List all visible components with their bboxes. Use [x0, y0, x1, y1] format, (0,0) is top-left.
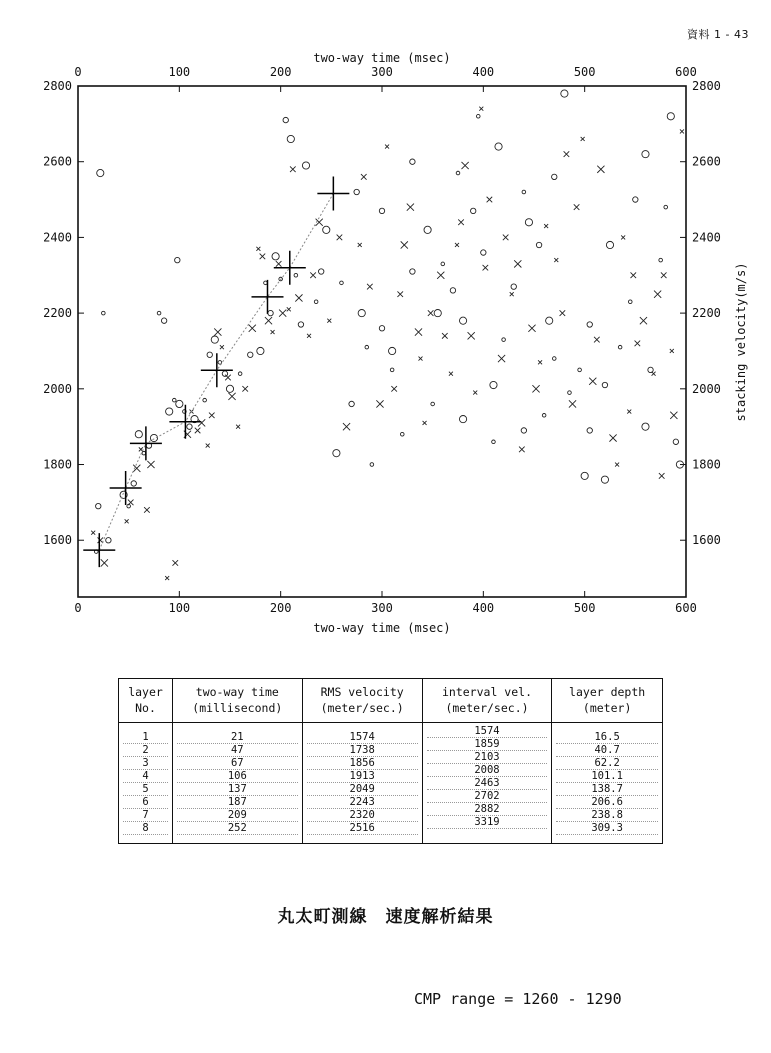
cross-point	[635, 341, 641, 347]
cross-point	[661, 272, 667, 278]
cross-point	[307, 334, 311, 338]
table-row	[119, 809, 663, 822]
cross-point	[609, 434, 616, 441]
cell-depth: 101.1	[552, 770, 663, 783]
cell-depth: 309.3	[552, 822, 663, 844]
cross-point	[461, 162, 468, 169]
cross-point	[310, 272, 316, 278]
cross-point	[209, 413, 215, 419]
circle-point	[471, 208, 476, 213]
cross-point	[483, 265, 489, 271]
cell-rms: 2243	[302, 796, 422, 809]
cross-point	[627, 410, 631, 414]
cross-point	[128, 500, 134, 506]
cross-point	[214, 328, 221, 335]
cross-point	[519, 447, 525, 453]
table-row	[119, 723, 663, 745]
pick-marker	[201, 353, 233, 387]
cell-layer: 6	[119, 796, 173, 809]
pick-marker	[110, 471, 142, 505]
cell-layer: 1	[119, 723, 173, 745]
pick-marker	[317, 176, 349, 210]
circle-point	[410, 269, 415, 274]
cross-point	[589, 378, 596, 385]
page-reference: 資料 1 - 43	[687, 28, 749, 41]
circle-point	[248, 352, 253, 357]
circle-point	[552, 174, 557, 179]
semblance-crosses	[91, 107, 684, 580]
x-tick-label-bottom: 600	[675, 601, 697, 615]
cross-point	[101, 559, 108, 566]
circle-point	[142, 451, 146, 455]
cross-point	[385, 145, 389, 149]
cross-point	[423, 421, 427, 425]
cross-point	[91, 531, 95, 535]
circle-point	[542, 414, 546, 418]
x-tick-label-top: 600	[675, 65, 697, 79]
circle-point	[283, 117, 288, 122]
cross-point	[195, 428, 201, 434]
cell-layer: 2	[119, 744, 173, 757]
cell-rms: 1574	[302, 723, 422, 745]
y-tick-label-left: 2400	[43, 230, 72, 245]
cross-point	[498, 355, 505, 362]
y-tick-label-right: 2000	[692, 381, 721, 396]
cell-interval: 1859	[422, 744, 552, 757]
cross-point	[594, 337, 600, 343]
y-tick-label-right: 2400	[692, 230, 721, 245]
cross-point	[260, 254, 266, 260]
circle-point	[96, 503, 101, 508]
circle-point	[578, 368, 582, 372]
circle-point	[354, 189, 359, 194]
circle-point	[659, 258, 663, 262]
table-row	[119, 796, 663, 809]
cross-point	[343, 423, 350, 430]
circle-point	[166, 408, 173, 415]
circle-point	[492, 440, 496, 444]
cross-point	[560, 310, 566, 316]
cell-depth: 138.7	[552, 783, 663, 796]
cross-point	[528, 325, 535, 332]
cross-point	[361, 174, 367, 180]
circle-point	[441, 262, 445, 266]
cell-rms: 1913	[302, 770, 422, 783]
circle-point	[667, 113, 674, 120]
cell-interval: 2882	[422, 809, 552, 822]
cross-point	[510, 292, 514, 296]
cross-point	[652, 372, 656, 376]
header-layer: layer No.	[119, 679, 173, 723]
cross-point	[473, 391, 477, 395]
cross-point	[206, 444, 210, 448]
circle-point	[365, 345, 369, 349]
y-tick-label-right: 2200	[692, 306, 721, 321]
cross-point	[554, 258, 558, 262]
cross-point	[225, 375, 231, 381]
cell-layer: 5	[119, 783, 173, 796]
cross-point	[415, 328, 422, 335]
table-row	[119, 770, 663, 783]
cell-time: 47	[173, 744, 303, 757]
cross-point	[249, 325, 256, 332]
cross-point	[532, 385, 539, 392]
cross-point	[654, 291, 661, 298]
cross-point	[407, 204, 414, 211]
cell-interval: 2463	[422, 783, 552, 796]
cell-rms: 2516	[302, 822, 422, 844]
pick-marker	[130, 426, 162, 460]
cross-point	[358, 243, 362, 247]
circle-point	[187, 424, 192, 429]
cross-point	[198, 419, 205, 426]
figure-caption: 丸太町測線 速度解析結果	[277, 907, 494, 927]
circle-point	[602, 382, 607, 387]
y-tick-label-left: 2800	[43, 79, 72, 93]
circle-point	[349, 401, 354, 406]
y-tick-label-left: 1800	[43, 457, 72, 472]
circle-point	[222, 371, 227, 376]
cross-point	[419, 357, 423, 361]
cross-point	[479, 107, 483, 111]
cross-point	[455, 243, 459, 247]
circle-point	[456, 171, 460, 175]
header-depth: layer depth (meter)	[552, 679, 663, 723]
header-time: two-way time (millisecond)	[173, 679, 303, 723]
x-tick-label-bottom: 0	[74, 601, 82, 615]
circle-point	[226, 385, 233, 392]
x-tick-label-top: 100	[168, 65, 191, 79]
cross-point	[564, 151, 570, 157]
cross-point	[220, 345, 224, 349]
cell-layer: 4	[119, 770, 173, 783]
velocity-results-table	[118, 678, 663, 844]
header-interval: interval vel. (meter/sec.)	[422, 679, 552, 723]
circle-point	[135, 431, 142, 438]
table-header-row	[119, 679, 663, 723]
circle-point	[97, 169, 104, 176]
cross-point	[428, 310, 434, 316]
x-tick-label-top: 400	[472, 65, 495, 79]
cross-point	[621, 235, 625, 239]
cell-depth: 62.2	[552, 757, 663, 770]
y-tick-label-left: 1600	[43, 533, 72, 548]
y-tick-label-left: 2600	[43, 154, 72, 169]
x-tick-label-bottom: 300	[371, 601, 393, 615]
cross-point	[487, 197, 493, 203]
circle-point	[175, 257, 180, 262]
x-tick-label-top: 500	[573, 65, 596, 79]
cell-layer: 7	[119, 809, 173, 822]
cross-point	[437, 272, 444, 279]
cross-point	[670, 412, 677, 419]
circle-point	[302, 162, 309, 169]
y-tick-label-right: 2800	[692, 79, 721, 93]
cell-rms: 1738	[302, 744, 422, 757]
cell-time: 187	[173, 796, 303, 809]
circle-point	[379, 208, 384, 213]
table-row	[119, 744, 663, 757]
circle-point	[618, 345, 622, 349]
pick-marker	[169, 405, 201, 439]
cross-point	[228, 393, 235, 400]
y-tick-label-left: 2000	[43, 381, 72, 396]
x-tick-label-top: 300	[371, 65, 393, 79]
circle-point	[664, 205, 668, 209]
y-tick-label-left: 2200	[43, 306, 72, 321]
cross-point	[401, 241, 408, 248]
cross-point	[503, 235, 509, 241]
cross-point	[458, 219, 464, 225]
circle-point	[203, 398, 207, 402]
circle-point	[172, 398, 176, 402]
x-tick-label-bottom: 100	[168, 601, 191, 615]
circle-point	[546, 317, 553, 324]
x-tick-label-top: 0	[74, 65, 82, 79]
cross-point	[597, 166, 604, 173]
circle-point	[642, 151, 649, 158]
pick-marker	[251, 280, 283, 314]
circle-point	[490, 381, 497, 388]
cross-point	[327, 319, 331, 323]
x-tick-label-bottom: 200	[269, 601, 292, 615]
x-tick-label-bottom: 500	[573, 601, 596, 615]
cross-point	[290, 166, 296, 172]
table-row	[119, 783, 663, 796]
x-axis-title-bottom: two-way time (msec)	[313, 621, 451, 635]
circle-point	[370, 463, 374, 467]
table-row	[119, 757, 663, 770]
circle-point	[379, 326, 384, 331]
cell-rms: 1856	[302, 757, 422, 770]
circle-point	[319, 269, 324, 274]
cross-point	[680, 129, 684, 133]
cross-point	[659, 473, 665, 479]
cross-point	[670, 349, 674, 353]
circle-point	[207, 352, 212, 357]
cell-layer: 8	[119, 822, 173, 844]
circle-point	[264, 281, 268, 285]
cross-point	[276, 261, 282, 267]
circle-point	[476, 114, 480, 118]
circle-point	[521, 428, 526, 433]
cross-point	[147, 461, 154, 468]
circle-point	[131, 481, 136, 486]
circle-point	[459, 415, 466, 422]
cell-depth: 16.5	[552, 723, 663, 745]
cell-depth: 238.8	[552, 809, 663, 822]
circle-point	[673, 439, 678, 444]
circle-point	[431, 402, 435, 406]
cell-depth: 40.7	[552, 744, 663, 757]
cross-point	[538, 360, 542, 364]
circle-point	[561, 90, 568, 97]
y-axis-title: stacking velocity(m/s)	[734, 262, 748, 422]
circle-point	[642, 423, 649, 430]
cell-interval: 3319	[422, 822, 552, 844]
circle-point	[522, 190, 526, 194]
circle-point	[211, 336, 218, 343]
cross-point	[125, 519, 129, 523]
cell-interval: 2008	[422, 770, 552, 783]
cell-time: 209	[173, 809, 303, 822]
cross-point	[172, 560, 178, 566]
circle-point	[314, 300, 318, 304]
cross-point	[337, 235, 343, 241]
cross-point	[449, 372, 453, 376]
cross-point	[615, 463, 619, 467]
circle-point	[459, 317, 466, 324]
cell-interval: 2103	[422, 757, 552, 770]
x-tick-label-top: 200	[269, 65, 292, 79]
circle-point	[450, 288, 455, 293]
cross-point	[242, 386, 248, 392]
y-tick-label-right: 1600	[692, 533, 721, 548]
circle-point	[481, 250, 486, 255]
cross-point	[574, 204, 580, 210]
cell-time: 21	[173, 723, 303, 745]
circle-point	[525, 219, 532, 226]
cell-time: 67	[173, 757, 303, 770]
circle-point	[511, 284, 516, 289]
x-ticks-top	[74, 65, 696, 92]
circle-point	[495, 143, 502, 150]
circle-point	[390, 368, 394, 372]
cell-layer: 3	[119, 757, 173, 770]
circle-point	[106, 538, 111, 543]
circle-point	[633, 197, 638, 202]
cross-point	[468, 332, 475, 339]
circle-point	[389, 347, 396, 354]
circle-point	[581, 472, 588, 479]
cross-point	[279, 310, 286, 317]
circle-point	[536, 242, 541, 247]
circle-point	[502, 338, 506, 342]
cross-point	[295, 294, 302, 301]
cross-point	[442, 333, 448, 339]
semblance-circles	[94, 90, 683, 553]
cross-point	[265, 317, 272, 324]
cell-rms: 2049	[302, 783, 422, 796]
cross-point	[287, 307, 291, 311]
y-tick-label-right: 1800	[692, 457, 721, 472]
cell-time: 137	[173, 783, 303, 796]
circle-point	[358, 310, 365, 317]
cell-interval: 1574	[422, 723, 552, 745]
x-axis-title-top: two-way time (msec)	[313, 51, 451, 65]
circle-point	[176, 400, 183, 407]
cross-point	[271, 330, 275, 334]
circle-point	[400, 432, 404, 436]
circle-point	[606, 241, 613, 248]
circle-point	[340, 281, 344, 285]
cross-point	[256, 247, 260, 251]
header-rms: RMS velocity (meter/sec.)	[302, 679, 422, 723]
y-tick-label-right: 2600	[692, 154, 721, 169]
circle-point	[628, 300, 632, 304]
circle-point	[323, 226, 330, 233]
cross-point	[367, 284, 373, 290]
cross-point	[236, 425, 240, 429]
circle-point	[587, 428, 592, 433]
cell-time: 252	[173, 822, 303, 844]
cross-point	[397, 291, 403, 297]
circle-point	[333, 450, 340, 457]
circle-point	[157, 311, 161, 315]
cross-point	[581, 137, 585, 141]
circle-point	[161, 318, 166, 323]
table-row	[119, 822, 663, 844]
circle-point	[552, 357, 556, 361]
cross-point	[514, 260, 521, 267]
cross-point	[391, 386, 397, 392]
cmp-range-label: CMP range = 1260 - 1290	[414, 990, 622, 1008]
cross-point	[544, 224, 548, 228]
x-tick-label-bottom: 400	[472, 601, 495, 615]
circle-point	[434, 310, 441, 317]
circle-point	[287, 135, 294, 142]
circle-point	[587, 322, 592, 327]
cross-point	[569, 400, 576, 407]
x-ticks-bottom	[74, 591, 696, 615]
circle-point	[601, 476, 608, 483]
circle-point	[257, 347, 264, 354]
cell-depth: 206.6	[552, 796, 663, 809]
circle-point	[294, 273, 298, 277]
circle-point	[568, 391, 572, 395]
circle-point	[648, 367, 653, 372]
cross-point	[165, 576, 169, 580]
cell-rms: 2320	[302, 809, 422, 822]
cross-point	[640, 317, 647, 324]
circle-point	[238, 372, 242, 376]
circle-point	[102, 311, 106, 315]
cross-point	[144, 507, 150, 513]
circle-point	[272, 253, 279, 260]
circle-point	[424, 226, 431, 233]
cross-point	[631, 272, 637, 278]
cell-interval: 2702	[422, 796, 552, 809]
cross-point	[376, 400, 383, 407]
circle-point	[298, 322, 303, 327]
cell-time: 106	[173, 770, 303, 783]
circle-point	[268, 310, 273, 315]
circle-point	[410, 159, 415, 164]
